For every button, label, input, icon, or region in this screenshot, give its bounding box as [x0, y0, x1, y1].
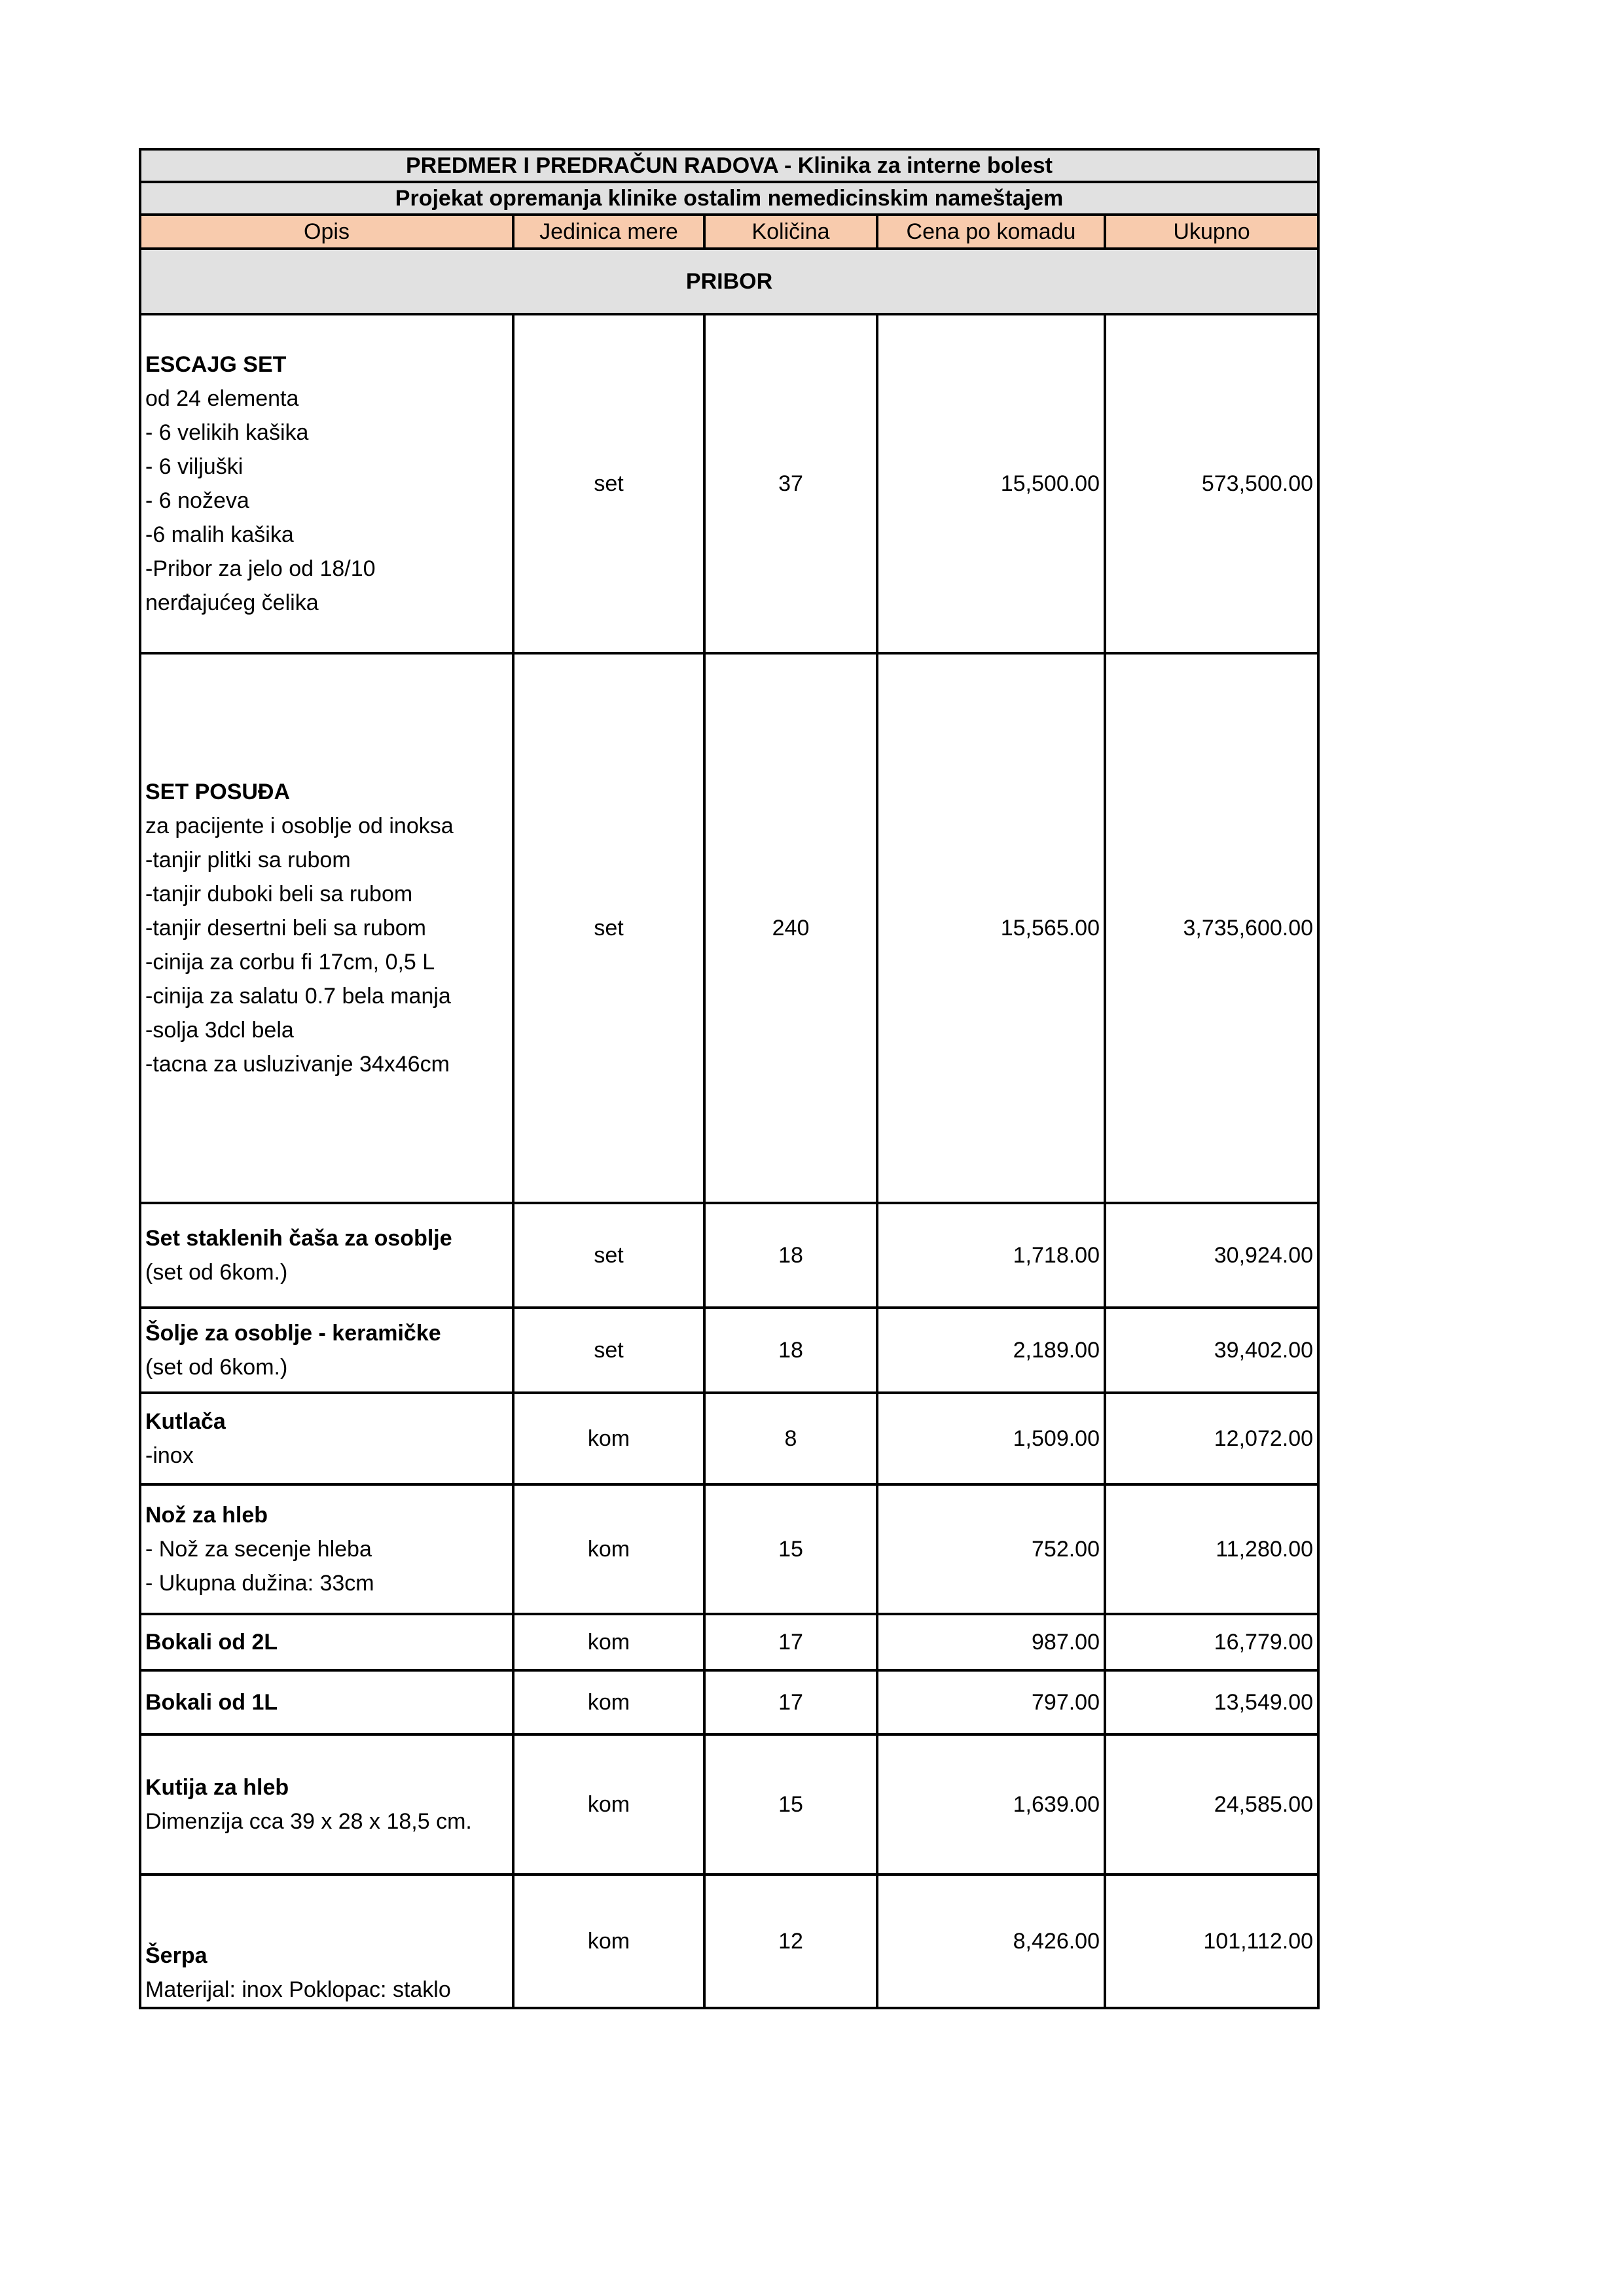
item-total: 16,779.00	[1105, 1614, 1318, 1670]
item-unit: set	[513, 314, 704, 653]
item-name: Bokali od 1L	[145, 1690, 278, 1715]
item-name: Nož za hleb	[145, 1503, 268, 1528]
table-row	[140, 1308, 1318, 1393]
item-unit-price: 15,565.00	[877, 653, 1105, 1203]
item-description	[140, 1734, 513, 1874]
col-header-cena-po-komadu: Cena po komadu	[877, 215, 1105, 249]
item-detail-line: - 6 viljuški	[145, 454, 244, 479]
item-quantity: 240	[704, 653, 877, 1203]
item-unit: kom	[513, 1393, 704, 1484]
item-detail-line: Dimenzija cca 39 x 28 x 18,5 cm.	[145, 1809, 472, 1834]
item-detail-line: - 6 noževa	[145, 488, 249, 513]
item-name: Bokali od 2L	[145, 1630, 278, 1655]
item-name: ESCAJG SET	[145, 352, 287, 377]
item-description	[140, 314, 513, 653]
item-name: SET POSUĐA	[145, 780, 291, 804]
item-quantity: 18	[704, 1203, 877, 1308]
item-detail-line: Materijal: inox Poklopac: staklo	[145, 1977, 451, 2002]
item-detail-line: -Pribor za jelo od 18/10	[145, 556, 376, 581]
table-row	[140, 1670, 1318, 1734]
item-detail-line: (set od 6kom.)	[145, 1355, 288, 1380]
item-description	[140, 1874, 513, 2008]
item-quantity: 15	[704, 1734, 877, 1874]
item-detail-line: -tacna za usluzivanje 34x46cm	[145, 1052, 450, 1077]
item-quantity: 17	[704, 1670, 877, 1734]
item-quantity: 18	[704, 1308, 877, 1393]
item-quantity: 37	[704, 314, 877, 653]
item-total: 13,549.00	[1105, 1670, 1318, 1734]
item-total: 12,072.00	[1105, 1393, 1318, 1484]
item-quantity: 8	[704, 1393, 877, 1484]
item-detail-line: od 24 elementa	[145, 386, 299, 411]
col-header-jedinica-mere: Jedinica mere	[513, 215, 704, 249]
table-row	[140, 1393, 1318, 1484]
item-quantity: 17	[704, 1614, 877, 1670]
item-description	[140, 1308, 513, 1393]
item-unit: set	[513, 1203, 704, 1308]
item-unit-price: 15,500.00	[877, 314, 1105, 653]
estimate-table	[139, 148, 1320, 2009]
item-unit: kom	[513, 1670, 704, 1734]
item-detail-line: - Nož za secenje hleba	[145, 1537, 372, 1562]
item-total: 101,112.00	[1105, 1874, 1318, 2008]
item-unit: set	[513, 653, 704, 1203]
item-name: Šolje za osoblje - keramičke	[145, 1321, 441, 1346]
item-detail-line: -tanjir desertni beli sa rubom	[145, 916, 426, 941]
item-unit-price: 1,509.00	[877, 1393, 1105, 1484]
section-title: PRIBOR	[140, 249, 1318, 314]
item-unit-price: 8,426.00	[877, 1874, 1105, 2008]
item-total: 3,735,600.00	[1105, 653, 1318, 1203]
item-detail-line: -tanjir duboki beli sa rubom	[145, 882, 413, 906]
item-unit-price: 752.00	[877, 1484, 1105, 1614]
item-detail-line: -inox	[145, 1443, 194, 1468]
column-header-row	[140, 215, 1318, 249]
col-header-ukupno: Ukupno	[1105, 215, 1318, 249]
item-detail-line: -tanjir plitki sa rubom	[145, 848, 351, 872]
item-name: Set staklenih čaša za osoblje	[145, 1226, 452, 1251]
table-row	[140, 653, 1318, 1203]
item-detail-line: - Ukupna dužina: 33cm	[145, 1571, 374, 1596]
item-unit: kom	[513, 1734, 704, 1874]
item-unit: kom	[513, 1874, 704, 2008]
item-detail-line: -solja 3dcl bela	[145, 1018, 294, 1043]
item-description	[140, 1670, 513, 1734]
item-total: 24,585.00	[1105, 1734, 1318, 1874]
col-header-opis: Opis	[140, 215, 513, 249]
item-unit: kom	[513, 1614, 704, 1670]
item-quantity: 15	[704, 1484, 877, 1614]
item-unit-price: 987.00	[877, 1614, 1105, 1670]
document-subtitle: Projekat opremanja klinike ostalim nemedicinskim nameštajem	[140, 182, 1318, 215]
item-detail-line: -cinija za corbu fi 17cm, 0,5 L	[145, 950, 435, 975]
item-unit-price: 797.00	[877, 1670, 1105, 1734]
item-unit: set	[513, 1308, 704, 1393]
document-title: PREDMER I PREDRAČUN RADOVA - Klinika za interne bolest	[140, 149, 1318, 182]
table-row	[140, 314, 1318, 653]
item-detail-line: nerđajućeg čelika	[145, 590, 319, 615]
item-unit: kom	[513, 1484, 704, 1614]
item-total: 30,924.00	[1105, 1203, 1318, 1308]
item-description	[140, 1393, 513, 1484]
item-unit-price: 1,718.00	[877, 1203, 1105, 1308]
table-row	[140, 1614, 1318, 1670]
item-total: 573,500.00	[1105, 314, 1318, 653]
item-total: 11,280.00	[1105, 1484, 1318, 1614]
table-row	[140, 1203, 1318, 1308]
table-row	[140, 1484, 1318, 1614]
item-detail-line: -6 malih kašika	[145, 522, 294, 547]
item-detail-line: -cinija za salatu 0.7 bela manja	[145, 984, 451, 1009]
item-detail-line: - 6 velikih kašika	[145, 420, 309, 445]
table-row	[140, 1734, 1318, 1874]
col-header-kolicina: Količina	[704, 215, 877, 249]
item-description	[140, 1484, 513, 1614]
item-description	[140, 653, 513, 1203]
item-detail-line: (set od 6kom.)	[145, 1260, 288, 1285]
item-quantity: 12	[704, 1874, 877, 2008]
item-name: Šerpa	[145, 1943, 208, 1968]
item-unit-price: 2,189.00	[877, 1308, 1105, 1393]
table-row	[140, 1874, 1318, 2008]
item-detail-line: za pacijente i osoblje od inoksa	[145, 814, 454, 838]
item-name: Kutlača	[145, 1409, 226, 1434]
item-description	[140, 1203, 513, 1308]
item-description	[140, 1614, 513, 1670]
item-unit-price: 1,639.00	[877, 1734, 1105, 1874]
item-name: Kutija za hleb	[145, 1775, 289, 1800]
item-total: 39,402.00	[1105, 1308, 1318, 1393]
